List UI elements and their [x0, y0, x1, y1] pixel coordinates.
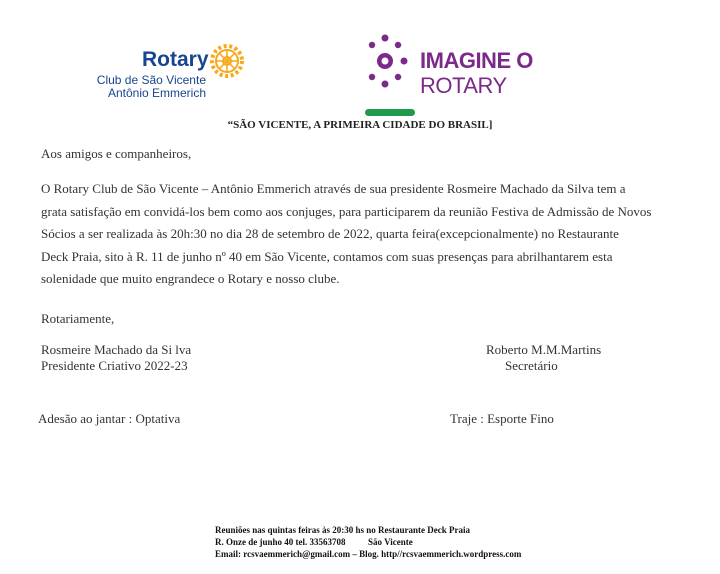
- letter-body-line: solenidade que muito engrandece o Rotary e nosso clube.: [41, 271, 340, 286]
- imagine-title-line-1: IMAGINE O: [420, 48, 533, 73]
- motto: “SÃO VICENTE, A PRIMEIRA CIDADE DO BRASIL]: [227, 119, 493, 131]
- footer-meetings: Reuniões nas quintas feiras às 20:30 hs no Restaurante Deck Praia: [215, 525, 471, 535]
- footer: [215, 524, 521, 560]
- green-accent-bar: [365, 109, 415, 116]
- greeting: Aos amigos e companheiros,: [41, 146, 192, 161]
- imagine-dots-icon: [368, 32, 412, 90]
- rotary-wheel-icon: [207, 41, 247, 81]
- footer-city: São Vicente: [368, 537, 413, 547]
- signer-right-title: Secretário: [505, 358, 558, 373]
- rotary-logo-text: Rotary: [142, 48, 209, 71]
- signer-right-name: Roberto M.M.Martins: [486, 342, 602, 357]
- letter-body-line: Deck Praia, sito à R. 11 de junho nº 40 em São Vicente, contamos com suas presenças para abrilhantarem esta: [41, 248, 613, 264]
- signer-left-title: Presidente Criativo 2022-23: [41, 358, 188, 373]
- dinner-note: Adesão ao jantar : Optativa: [38, 411, 181, 426]
- letter-body: [41, 178, 691, 291]
- footer-address: R. Onze de junho 40 tel. 33563708: [215, 537, 346, 547]
- signer-left-name: Rosmeire Machado da Si lva: [41, 342, 192, 357]
- rotary-sub-line-1: Club de São Vicente: [96, 73, 206, 87]
- footer-address-line: [215, 536, 521, 548]
- rotary-sub-line-2: Antônio Emmerich: [107, 86, 206, 100]
- dress-code: Traje : Esporte Fino: [450, 411, 554, 426]
- letter-body-line: Sócios a ser realizada às 20h:30 no dia 28 de setembro de 2022, quarta feira(excepcionalmente) no Restaurante: [41, 226, 619, 241]
- footer-contact: Email: rcsvaemmerich@gmail.com – Blog. http//rcsvaemmerich.wordpress.com: [215, 549, 522, 559]
- letter-body-line: grata satisfação em convidá-los bem como aos conjuges, para participarem da reunião Festiva de Admissão de Novos: [41, 203, 652, 219]
- closing: Rotariamente,: [41, 311, 115, 326]
- rotary-club-name: [94, 74, 206, 100]
- imagine-title-line-2: ROTARY: [420, 73, 507, 98]
- letter-body-line: O Rotary Club de São Vicente – Antônio Emmerich através de sua presidente Rosmeire Machado da Silva tem a: [41, 181, 626, 196]
